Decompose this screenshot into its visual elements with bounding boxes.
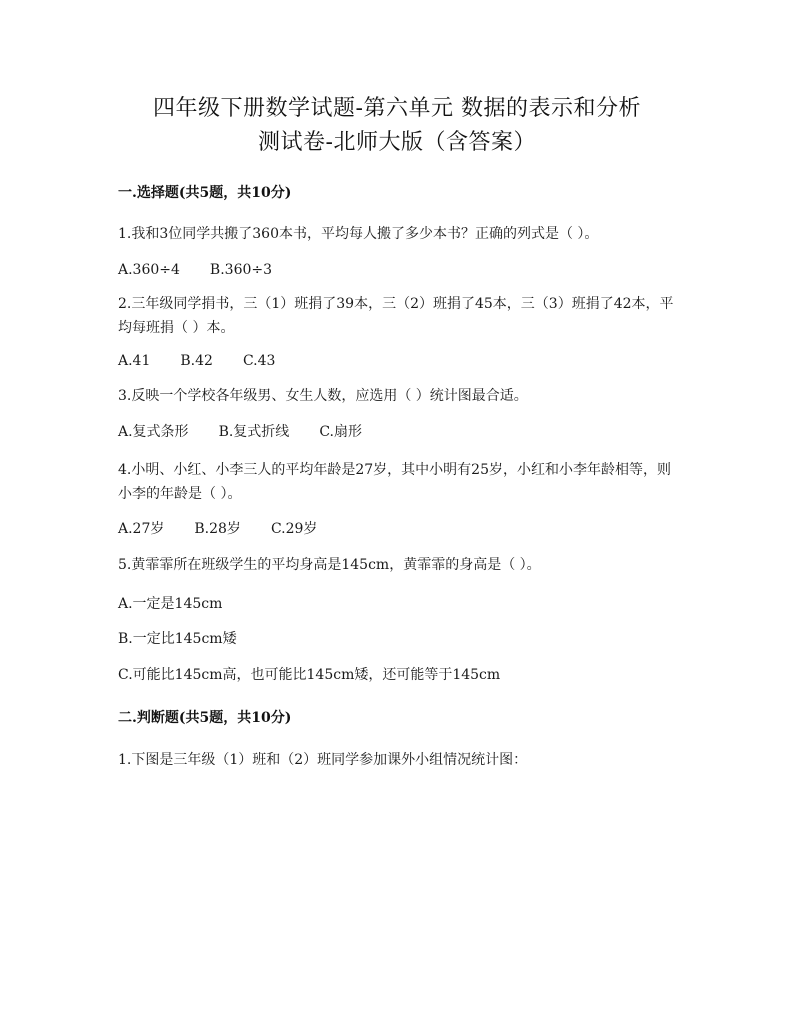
document-title-line-2: 测试卷-北师大版（含答案）	[258, 130, 536, 155]
question-4-option-b: B.28岁	[194, 521, 241, 537]
question-2-option-a: A.41	[118, 353, 151, 369]
question-5-text: 5.黄霏霏所在班级学生的平均身高是145cm，黄霏霏的身高是（ ）。	[118, 557, 541, 573]
question-5-option-c: C.可能比145cm高，也可能比145cm矮，还可能等于145cm	[118, 667, 501, 683]
question-4-option-c: C.29岁	[270, 521, 318, 537]
question-4-option-a: A.27岁	[118, 521, 165, 537]
question-1-option-a: A.360÷4	[118, 262, 180, 278]
question-3-text: 3.反映一个学校各年级男、女生人数，应选用（ ）统计图最合适。	[118, 388, 528, 404]
judgement-question-1-text: 1.下图是三年级（1）班和（2）班同学参加课外小组情况统计图：	[118, 752, 528, 768]
question-5-option-b: B.一定比145cm矮	[118, 631, 237, 647]
question-1-option-b: B.360÷3	[209, 262, 273, 278]
section-heading-choice: 一.选择题(共5题，共10分)	[118, 185, 292, 201]
question-1-options	[118, 260, 302, 280]
question-3-option-b: B.复式折线	[218, 424, 290, 440]
section-heading-judgement: 二.判断题(共5题，共10分)	[118, 710, 292, 726]
question-4-options	[118, 519, 347, 539]
document-title-line-1: 四年级下册数学试题-第六单元 数据的表示和分析	[153, 96, 641, 121]
question-2-option-b: B.42	[180, 353, 213, 369]
question-1-text: 1.我和3位同学共搬了360本书，平均每人搬了多少本书？正确的列式是（ ）。	[118, 226, 599, 242]
question-2-text: 2.三年级同学捐书，三（1）班捐了39本，三（2）班捐了45本，三（3）班捐了42本，平均每班捐（ ）本。	[118, 296, 674, 336]
question-3-option-c: C.扇形	[319, 424, 362, 440]
question-4-text: 4.小明、小红、小李三人的平均年龄是27岁，其中小明有25岁，小红和小李年龄相等，则小李的年龄是（ ）。	[118, 462, 671, 502]
question-2-options	[118, 351, 305, 371]
question-3-options	[118, 422, 392, 442]
question-3-option-a: A.复式条形	[118, 424, 189, 440]
question-5-option-a: A.一定是145cm	[118, 596, 223, 612]
question-2-option-c: C.43	[242, 353, 276, 369]
